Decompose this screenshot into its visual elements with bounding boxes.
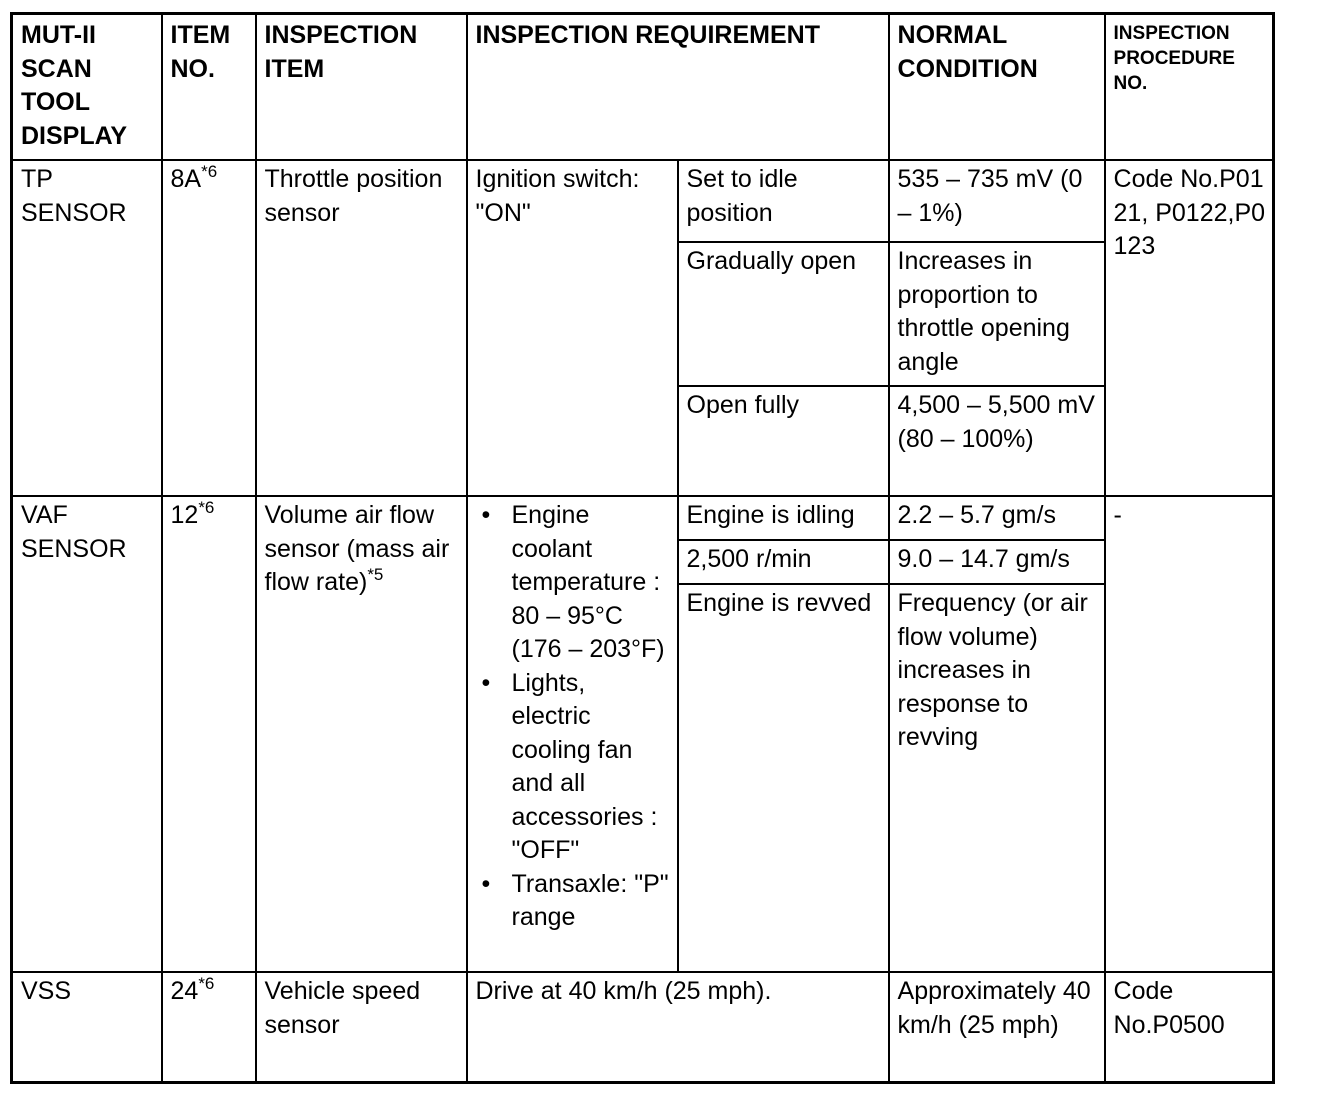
vaf-condition-1: Engine is idling <box>678 496 889 540</box>
vaf-item-no-value: 12 <box>170 501 199 529</box>
tp-requirement: Ignition switch: "ON" <box>467 160 678 496</box>
tp-condition-3: Open fully <box>678 386 889 496</box>
tp-normal-2: Increases in proportion to throttle opening angle <box>889 242 1105 386</box>
list-item: • Transaxle: "P" range <box>476 868 671 935</box>
vaf-normal-3: Frequency (or air flow volume) increases in response to revving <box>889 584 1105 972</box>
vss-item: Vehicle speed sensor <box>256 972 467 1083</box>
vaf-normal-2: 9.0 – 14.7 gm/s <box>889 540 1105 584</box>
list-item: • Lights, electric cooling fan and all accessories : "OFF" <box>476 667 671 868</box>
header-scan-tool-display: MUT-II SCAN TOOL DISPLAY <box>12 14 162 161</box>
vaf-item <box>256 496 467 972</box>
tp-item-no <box>162 160 256 496</box>
tp-item: Throttle position sensor <box>256 160 467 496</box>
tp-item-no-value: 8A <box>170 165 202 193</box>
tp-normal-1: 535 – 735 mV (0 – 1%) <box>889 160 1105 242</box>
tp-item-no-note: *6 <box>201 162 218 181</box>
tp-procedure: Code No.P0121, P0122,P0123 <box>1105 160 1274 496</box>
header-row <box>12 14 1274 161</box>
tp-normal-3: 4,500 – 5,500 mV (80 – 100%) <box>889 386 1105 496</box>
vaf-item-no <box>162 496 256 972</box>
header-inspection-item: INSPECTION ITEM <box>256 14 467 161</box>
vss-procedure: Code No.P0500 <box>1105 972 1274 1083</box>
vss-item-no <box>162 972 256 1083</box>
header-normal-condition: NORMAL CONDITION <box>889 14 1105 161</box>
vaf-item-note: *5 <box>367 565 384 584</box>
vss-display: VSS <box>12 972 162 1083</box>
vaf-requirements <box>467 496 678 972</box>
vaf-procedure: - <box>1105 496 1274 972</box>
table-row <box>12 496 1274 540</box>
vaf-condition-3: Engine is revved <box>678 584 889 972</box>
header-inspection-requirement: INSPECTION REQUIREMENT <box>467 14 889 161</box>
vaf-display: VAF SENSOR <box>12 496 162 972</box>
vaf-condition-2: 2,500 r/min <box>678 540 889 584</box>
vss-requirement: Drive at 40 km/h (25 mph). <box>467 972 889 1083</box>
vss-item-no-value: 24 <box>170 977 199 1005</box>
vss-item-no-note: *6 <box>198 974 215 993</box>
header-inspection-procedure-no: INSPECTION PROCEDURE NO. <box>1105 14 1274 161</box>
vaf-item-no-note: *6 <box>198 498 215 517</box>
table-row <box>12 160 1274 242</box>
vaf-requirement-list <box>476 499 671 935</box>
tp-condition-2: Gradually open <box>678 242 889 386</box>
list-item: • Engine coolant temperature : 80 – 95°C (176 – 203°F) <box>476 499 671 667</box>
tp-display: TP SENSOR <box>12 160 162 496</box>
tp-condition-1: Set to idle position <box>678 160 889 242</box>
table-row <box>12 972 1274 1083</box>
vaf-item-text: Volume air flow sensor (mass air flow rate) <box>264 501 450 596</box>
vss-normal: Approximately 40 km/h (25 mph) <box>889 972 1105 1083</box>
vaf-normal-1: 2.2 – 5.7 gm/s <box>889 496 1105 540</box>
inspection-table <box>10 12 1275 1084</box>
header-item-no: ITEM NO. <box>162 14 256 161</box>
